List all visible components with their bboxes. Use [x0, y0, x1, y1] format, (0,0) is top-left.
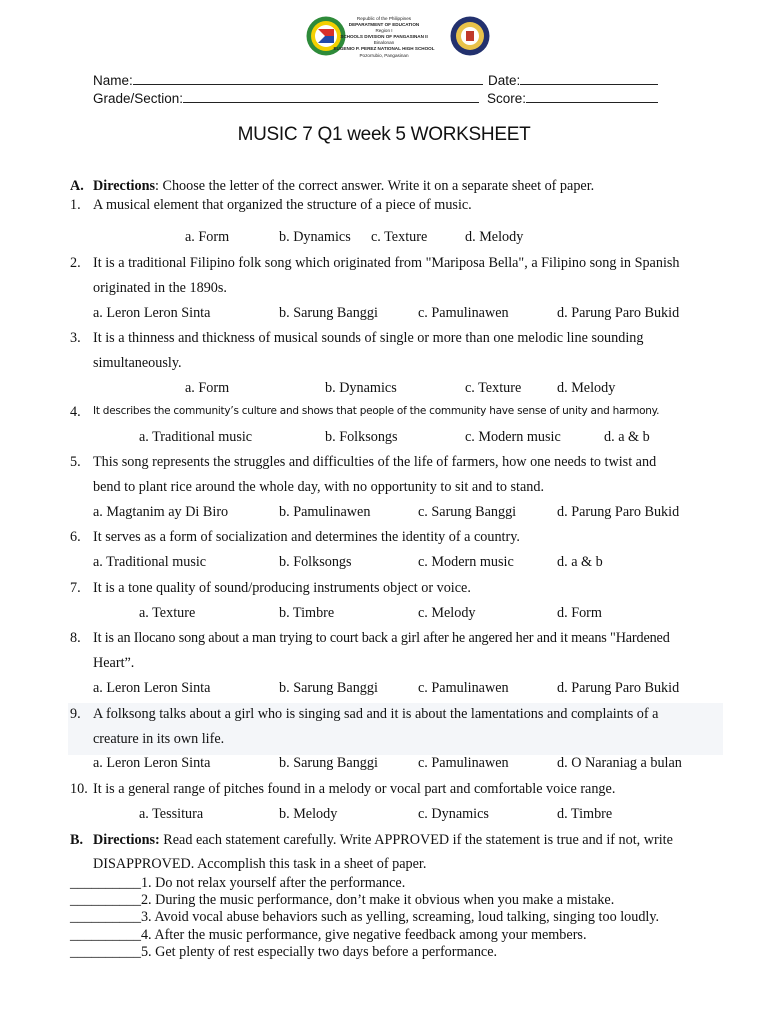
choice-a: a. Form — [185, 229, 230, 245]
question-text: simultaneously. — [93, 355, 182, 371]
choice-b: b. Sarung Banggi — [279, 305, 378, 321]
question-number: 1. — [70, 197, 81, 213]
choice-c: c. Modern music — [465, 429, 561, 445]
choice-d: d. Form — [557, 605, 602, 621]
choice-a: a. Leron Leron Sinta — [93, 755, 211, 771]
question-text: Heart”. — [93, 655, 135, 671]
choice-a: a. Texture — [139, 605, 196, 621]
question-text: This song represents the struggles and difficulties of the life of farmers, how one needs to twist and — [93, 454, 657, 470]
worksheet-title: MUSIC 7 Q1 week 5 WORKSHEET — [237, 124, 531, 145]
part-b-directions-line2: DISAPPROVED. Accomplish this task in a sheet of paper. — [93, 856, 427, 872]
question-text: creature in its own life. — [93, 731, 225, 747]
question-number: 8. — [70, 630, 81, 646]
question-text: It is a tone quality of sound/producing instruments object or voice. — [93, 580, 471, 596]
choice-d: d. a & b — [557, 554, 603, 570]
choice-a: a. Magtanim ay Di Biro — [93, 504, 229, 520]
answer-blank[interactable]: __________ — [70, 927, 141, 943]
choice-c: c. Dynamics — [418, 806, 489, 822]
choice-d: d. a & b — [604, 429, 650, 445]
directions-label: Directions — [93, 178, 155, 194]
part-b-directions — [93, 832, 673, 849]
choice-c: c. Texture — [371, 229, 428, 245]
question-number: 2. — [70, 255, 81, 271]
statement-item[interactable] — [70, 944, 497, 961]
statement-text: 3. Avoid vocal abuse behaviors such as yelling, screaming, loud talking, singing too loudly. — [140, 909, 660, 925]
choice-b: b. Sarung Banggi — [279, 755, 378, 771]
directions-label: Directions: — [93, 832, 160, 848]
directions-text: : Choose the letter of the correct answer. Write it on a separate sheet of paper. — [155, 178, 595, 194]
choice-c: c. Pamulinawen — [418, 305, 509, 321]
choice-d: d. Parung Paro Bukid — [557, 305, 680, 321]
question-number: 4. — [70, 404, 81, 420]
date-label: Date: — [488, 73, 521, 88]
header-line: EUGENIO P. PEREZ NATIONAL HIGH SCHOOL — [333, 46, 435, 52]
answer-blank[interactable]: __________ — [70, 944, 141, 960]
name-label: Name: — [93, 73, 133, 88]
header-line: Pozorrubio, Pangasinan — [359, 52, 409, 58]
part-a-directions — [93, 178, 594, 195]
question-text: It is an Ilocano song about a man trying to court back a girl after he angered her and it means "Hardened — [93, 630, 670, 646]
answer-blank[interactable]: __________ — [70, 875, 141, 891]
header-line: SCHOOLS DIVISION OF PANGASINAN II — [340, 34, 428, 40]
choice-b: b. Sarung Banggi — [279, 680, 378, 696]
choice-d: d. Parung Paro Bukid — [557, 680, 680, 696]
grade-section-field[interactable] — [93, 90, 479, 106]
question-text: It is a thinness and thickness of musical sounds of single or more than one melodic line sounding — [93, 330, 644, 346]
name-line[interactable] — [133, 72, 483, 85]
question-number: 3. — [70, 330, 81, 346]
statement-item[interactable] — [70, 875, 405, 892]
part-b-letter: B. — [70, 832, 84, 848]
statement-text: 5. Get plenty of rest especially two days before a performance. — [140, 944, 498, 960]
question-number: 7. — [70, 580, 81, 596]
header-line: DEPARATMENT OF EDUCATION — [348, 22, 420, 28]
choice-c: c. Modern music — [418, 554, 514, 570]
statement-item[interactable] — [70, 927, 587, 944]
statement-text: 2. During the music performance, don’t make it obvious when you make a mistake. — [140, 892, 615, 908]
statement-item[interactable] — [70, 909, 659, 926]
question-number: 5. — [70, 454, 81, 470]
choice-c: c. Melody — [418, 605, 476, 621]
choice-d: d. Parung Paro Bukid — [557, 504, 680, 520]
question-number: 6. — [70, 529, 81, 545]
question-number: 10. — [70, 781, 88, 797]
answer-blank[interactable]: __________ — [70, 892, 141, 908]
choice-d: d. Timbre — [557, 806, 613, 822]
grade-section-line[interactable] — [183, 90, 479, 103]
question-text: bend to plant rice around the whole day, with no opportunity to sit and to stand. — [93, 479, 545, 495]
statement-text: 1. Do not relax yourself after the performance. — [140, 875, 406, 891]
choice-b: b. Melody — [279, 806, 338, 822]
choice-c: c. Pamulinawen — [418, 680, 509, 696]
choice-c: c. Sarung Banggi — [418, 504, 517, 520]
question-text: It is a general range of pitches found in a melody or vocal part and comfortable voice range. — [93, 781, 616, 797]
score-label: Score: — [487, 91, 527, 106]
question-text: It describes the community’s culture and shows that people of the community have sense of unity and harmony. — [93, 405, 660, 417]
date-field[interactable] — [488, 72, 658, 88]
question-text: A folksong talks about a girl who is singing sad and it is about the lamentations and complaints of a — [93, 706, 659, 722]
question-text: It is a traditional Filipino folk song which originated from "Mariposa Bella", a Filipino song in Spanish — [93, 255, 680, 271]
choice-a: a. Traditional music — [93, 554, 207, 570]
choice-b: b. Dynamics — [279, 229, 351, 245]
choice-b: b. Dynamics — [325, 380, 397, 396]
choice-b: b. Folksongs — [279, 554, 352, 570]
header-line: Republic of the Philippines — [356, 16, 412, 21]
choice-c: c. Texture — [465, 380, 522, 396]
choice-a: a. Traditional music — [139, 429, 253, 445]
grade-section-label: Grade/Section: — [93, 91, 184, 106]
choice-b: b. Timbre — [279, 605, 335, 621]
header-line: Region I — [375, 28, 393, 34]
date-line[interactable] — [520, 72, 658, 85]
choice-a: a. Form — [185, 380, 230, 396]
score-field[interactable] — [487, 90, 658, 106]
choice-a: a. Leron Leron Sinta — [93, 305, 211, 321]
name-field[interactable] — [93, 72, 483, 88]
question-number: 9. — [70, 706, 81, 722]
part-a-letter: A. — [70, 178, 84, 194]
school-seal — [450, 16, 490, 56]
choice-a: a. Tessitura — [139, 806, 204, 822]
choice-d: d. Melody — [557, 380, 616, 396]
question-text: It serves as a form of socialization and determines the identity of a country. — [93, 529, 520, 545]
choice-a: a. Leron Leron Sinta — [93, 680, 211, 696]
answer-blank[interactable]: __________ — [70, 909, 141, 925]
choice-d: d. O Naraniag a bulan — [557, 755, 682, 771]
header-line: Binalonan — [373, 40, 395, 46]
directions-text: Read each statement carefully. Write APPROVED if the statement is true and if not, write — [159, 832, 673, 848]
statement-text: 4. After the music performance, give negative feedback among your members. — [140, 927, 587, 943]
agency-header — [320, 16, 448, 59]
choice-b: b. Folksongs — [325, 429, 398, 445]
score-line[interactable] — [526, 90, 658, 103]
choice-c: c. Pamulinawen — [418, 755, 509, 771]
statement-item[interactable] — [70, 892, 614, 909]
choice-b: b. Pamulinawen — [279, 504, 371, 520]
choice-d: d. Melody — [465, 229, 524, 245]
question-text: originated in the 1890s. — [93, 280, 227, 296]
question-text: A musical element that organized the structure of a piece of music. — [93, 197, 472, 213]
